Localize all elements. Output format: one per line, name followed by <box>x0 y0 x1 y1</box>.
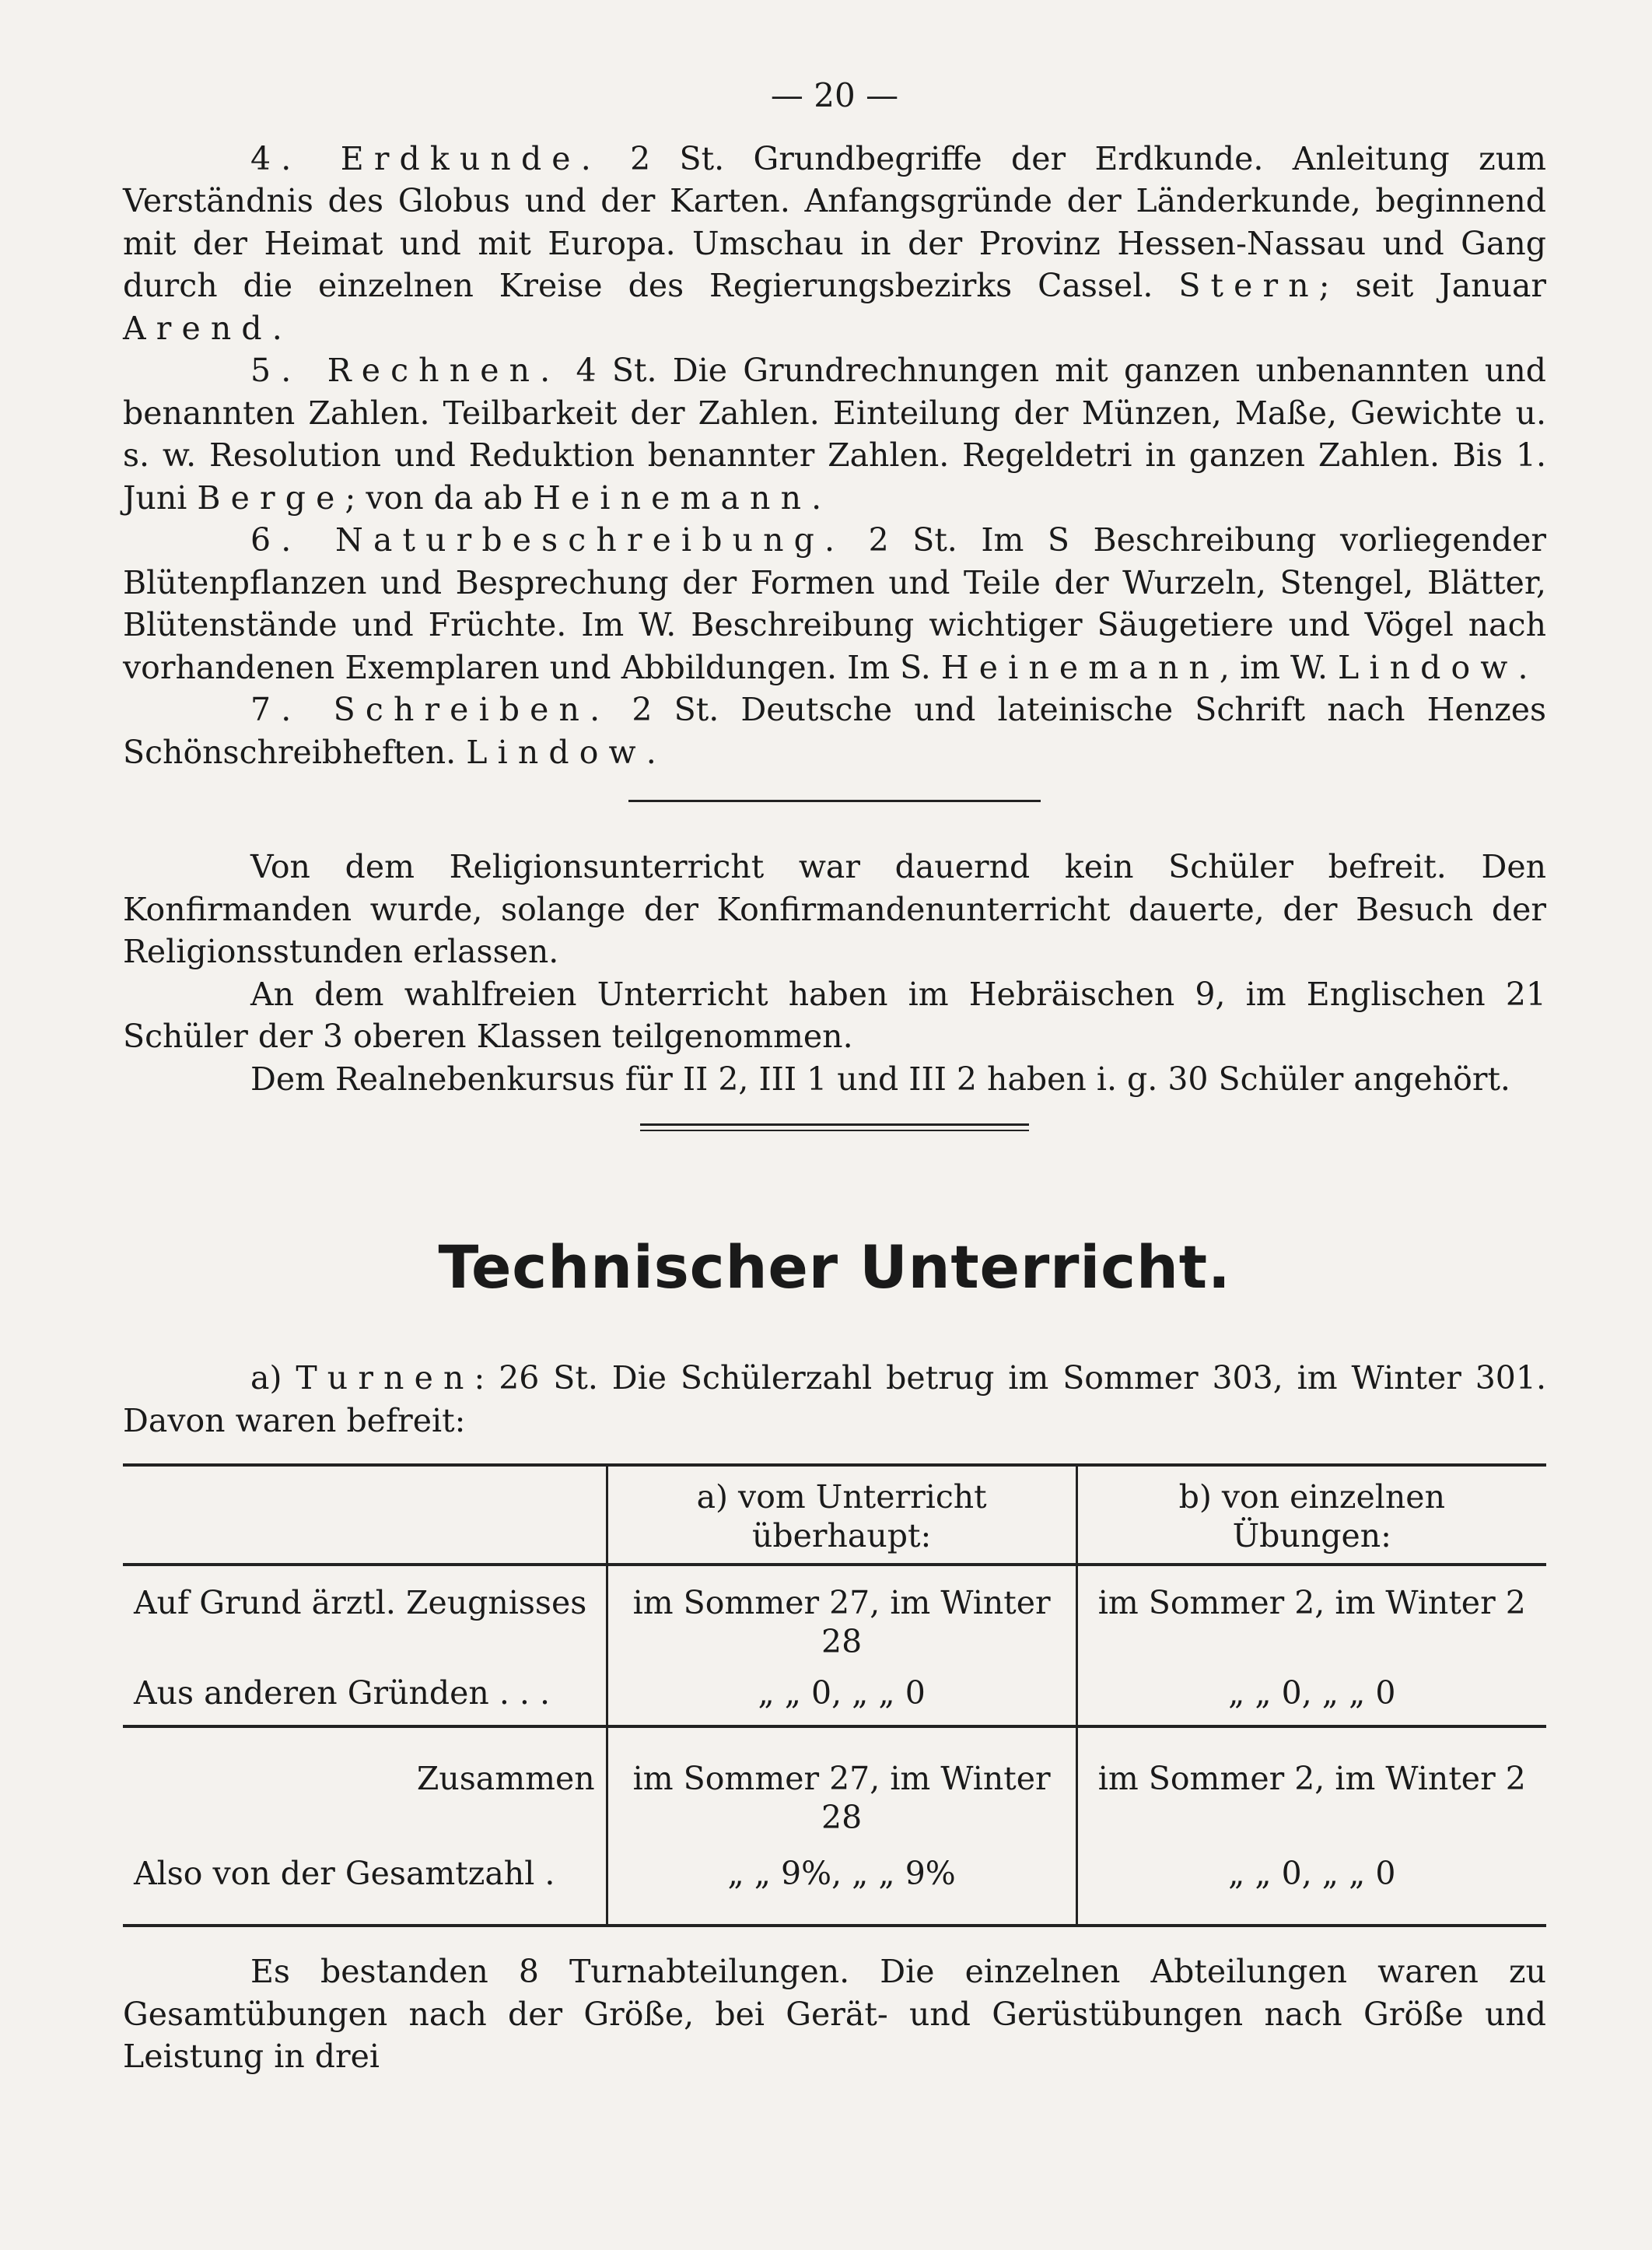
text: 2 St. Im S Beschreibung vorliegender Blütenpflanzen und Besprechung der Formen und Teile der Wurzeln, Stengel, Blätter, Blütenstände und Früchte. Im W. Beschreibung wichtiger Säugetiere und Vögel nach vorhandenen Exemplaren und Abbildungen. Im S. <box>123 521 1547 686</box>
text: . <box>271 309 282 347</box>
subject-erdkunde: 4. Erdkunde. <box>250 139 601 177</box>
text: 4 St. Die Grundrechnungen mit ganzen unbenannten und benannten Zahlen. Teilbarkeit der Zahlen. Einteilung der Münzen, Maße, Gewichte u. s. w. Resolution und Reduktion benannter Zahlen. Regeldetri in ganzen Zahlen. Bis 1. Juni <box>123 352 1546 517</box>
exemption-table-wrap <box>123 1463 1546 1927</box>
row-label: Aus anderen Gründen . . . <box>123 1666 607 1726</box>
teacher-name: Stern <box>1178 267 1319 304</box>
teacher-name: Lindow <box>1338 648 1518 686</box>
teacher-name: Arend <box>123 309 272 347</box>
header-text: Übungen: <box>1232 1517 1391 1554</box>
exemption-table <box>123 1463 1546 1927</box>
paragraph-naturbeschreibung <box>123 519 1546 689</box>
cell-b: „ „ 0, „ „ 0 <box>1076 1666 1546 1726</box>
paragraph-turnabteilungen: Es bestanden 8 Turnabteilungen. Die einzelnen Abteilungen waren zu Gesamtübungen nach der Größe, bei Gerät- und Gerüstübungen nach Größe und Leistung in drei <box>123 1953 1546 2075</box>
paragraph-religion: Von dem Religionsunterricht war dauernd kein Schüler befreit. Den Konfirmanden wurde, solange der Konfirmandenunterricht dauerte, der Besuch der Religionsstunden erlassen. <box>123 848 1546 970</box>
paragraph-wahlfrei: An dem wahlfreien Unterricht haben im Hebräischen 9, im Englischen 21 Schüler der 3 oberen Klassen teilgenommen. <box>123 975 1546 1055</box>
subject-turnen: Turnen <box>296 1359 474 1397</box>
paragraph-schreiben <box>123 689 1546 773</box>
header-text: überhaupt: <box>751 1517 932 1554</box>
row-label: Also von der Gesamtzahl . <box>123 1846 607 1926</box>
paragraph-rechnen <box>123 349 1546 519</box>
divider-rule <box>628 800 1041 802</box>
text: . <box>646 733 656 771</box>
text: , im W. <box>1219 648 1339 686</box>
subject-naturbeschreibung: 6. Naturbeschreibung. <box>250 521 845 559</box>
row-label: Zusammen <box>416 1760 595 1797</box>
text: 2 St. Grundbegriffe der Erdkunde. Anleitung zum Verständnis des Globus und der Karten. Anfangsgründe der Länderkunde, beginnend mit der Heimat und mit Europa. Umschau in der Provinz Hessen-Nassau und Gang durch die einzelnen Kreise des Regierungsbezirks Cassel. <box>123 139 1546 304</box>
row-label: Auf Grund ärztl. Zeugnisses <box>134 1584 587 1621</box>
cell-a: im Sommer 27, im Winter 28 <box>607 1726 1076 1846</box>
text: : 26 St. Die Schülerzahl betrug im Sommer 303, im Winter 301. Davon waren befreit: <box>123 1359 1546 1439</box>
teacher-name: Heinemann <box>940 648 1220 686</box>
divider-double-rule <box>640 1123 1029 1131</box>
text: . <box>811 478 822 517</box>
table-row <box>123 1666 1546 1726</box>
text: ; seit Januar <box>1318 267 1546 304</box>
paragraph-turnen <box>123 1357 1546 1442</box>
table-row-percent <box>123 1846 1546 1926</box>
header-text: b) von einzelnen <box>1178 1478 1445 1516</box>
page <box>123 75 1546 2078</box>
cell-b: im Sommer 2, im Winter 2 <box>1076 1565 1546 1666</box>
paragraph-realnebenkursus: Dem Realnebenkursus für II 2, III 1 und III 2 haben i. g. 30 Schüler angehört. <box>250 1060 1510 1098</box>
text: 2 St. Deutsche und lateinische Schrift nach Henzes Schönschreibheften. <box>123 691 1547 771</box>
table-header-row <box>123 1465 1546 1565</box>
text: . <box>1517 648 1528 686</box>
cell-b: „ „ 0, „ „ 0 <box>1076 1846 1546 1926</box>
header-text: a) vom Unterricht <box>696 1478 987 1516</box>
religion-section <box>123 846 1546 1100</box>
header-col-a <box>607 1465 1076 1565</box>
header-col-b <box>1076 1465 1546 1565</box>
text: ; von da ab <box>345 478 534 517</box>
teacher-name: Lindow <box>466 733 646 771</box>
text: a) <box>250 1359 296 1397</box>
cell-a: im Sommer 27, im Winter 28 <box>607 1565 1076 1666</box>
cell-b: im Sommer 2, im Winter 2 <box>1076 1726 1546 1846</box>
subject-schreiben: 7. Schreiben. <box>250 691 611 728</box>
table-row <box>123 1565 1546 1666</box>
paragraph-erdkunde <box>123 138 1546 350</box>
cell-a: „ „ 9%, „ „ 9% <box>607 1846 1076 1926</box>
teacher-name: Berge <box>197 478 345 517</box>
page-number: — 20 — <box>770 76 899 114</box>
table-row-total <box>123 1726 1546 1846</box>
section-heading: Technischer Unterricht. <box>438 1232 1231 1302</box>
header-empty-cell <box>123 1465 607 1565</box>
cell-a: „ „ 0, „ „ 0 <box>607 1666 1076 1726</box>
subject-rechnen: 5. Rechnen. <box>250 352 561 389</box>
teacher-name: Heinemann <box>533 478 812 517</box>
